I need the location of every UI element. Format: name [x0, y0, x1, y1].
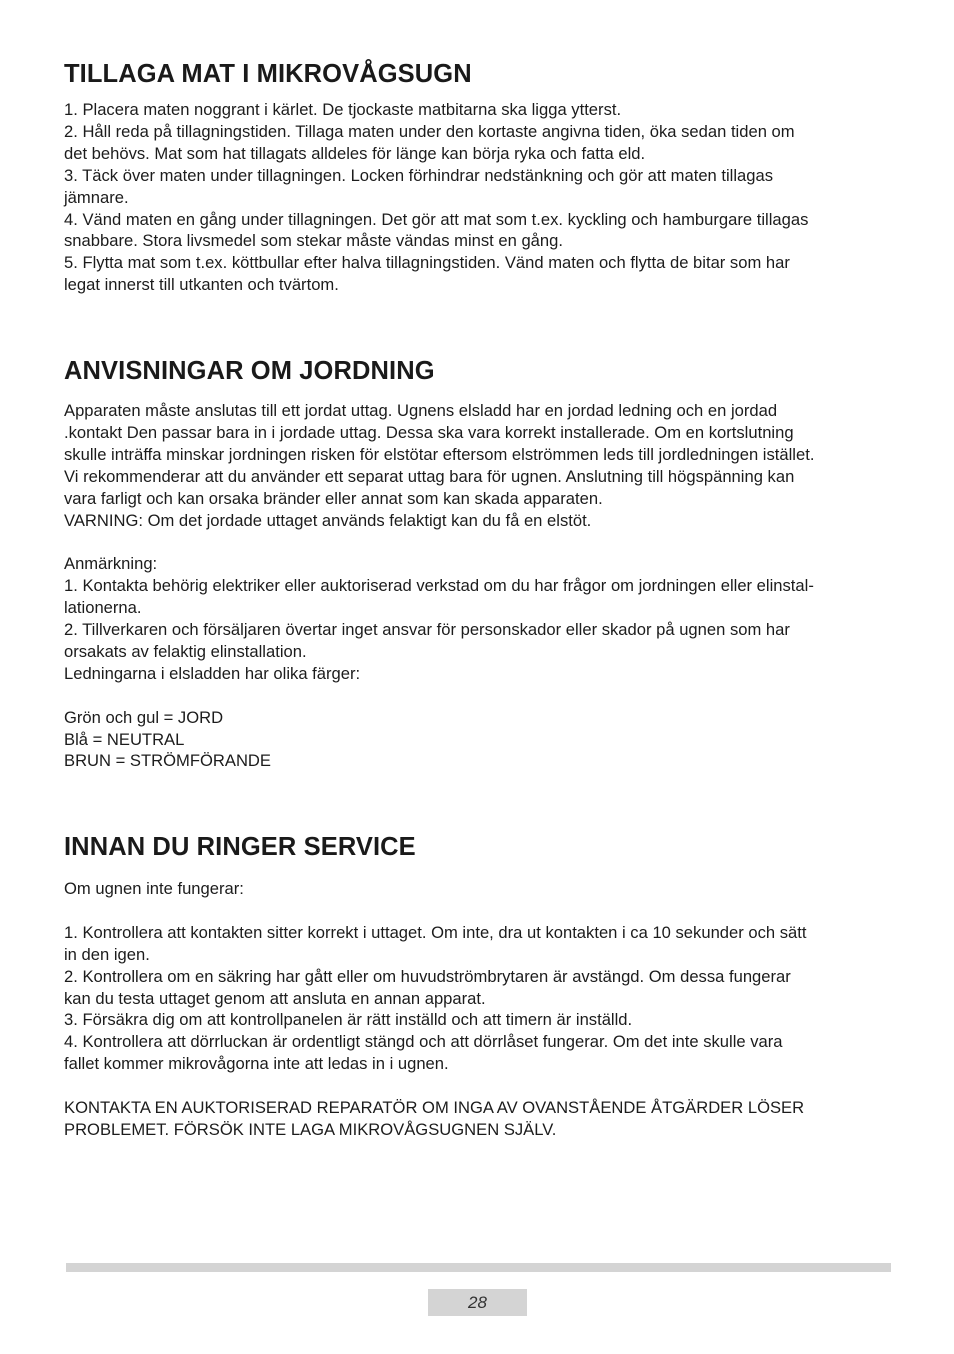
page-number: 28 — [428, 1289, 527, 1316]
text-line: 2. Håll reda på tillagningstiden. Tillaga maten under den kortaste angivna tiden, öka sedan tiden om — [64, 121, 795, 141]
text-line: 1. Kontrollera att kontakten sitter korrekt i uttaget. Om inte, dra ut kontakten i ca 10 sekunder och sätt — [64, 922, 807, 942]
text-line: skulle inträffa minskar jordningen risken för elstötar eftersom elströmmen leds till jordledningen istället. — [64, 444, 815, 464]
wire-color-earth: Grön och gul = JORD — [64, 707, 224, 727]
text-line: lationerna. — [64, 598, 142, 618]
section-title-grounding: ANVISNINGAR OM JORDNING — [64, 357, 435, 385]
section-title-cooking: TILLAGA MAT I MIKROVÅGSUGN — [64, 60, 472, 88]
text-line: orsakats av felaktig elinstallation. — [64, 641, 307, 661]
warning-line: VARNING: Om det jordade uttaget används felaktigt kan du få en elstöt. — [64, 510, 592, 530]
cooking-instructions — [64, 99, 894, 296]
text-line: 3. Täck över maten under tillagningen. Locken förhindrar nedstänkning och gör att maten tillagas — [64, 165, 774, 185]
text-line: .kontakt Den passar bara in i jordade uttag. Dessa ska vara korrekt installerade. Om en kortslutning — [64, 422, 794, 442]
text-line: 1. Kontakta behörig elektriker eller auktoriserad verkstad om du har frågor om jordningen eller elinstal- — [64, 576, 814, 596]
footer-divider — [66, 1263, 891, 1272]
text-line: kan du testa uttaget genom att ansluta en annan apparat. — [64, 988, 486, 1008]
text-line: vara farligt och kan orsaka bränder eller annat som kan skada apparaten. — [64, 488, 603, 508]
text-line: 1. Placera maten noggrant i kärlet. De tjockaste matbitarna ska ligga ytterst. — [64, 100, 622, 119]
wire-color-neutral: Blå = NEUTRAL — [64, 729, 185, 749]
text-line: 5. Flytta mat som t.ex. köttbullar efter halva tillagningstiden. Vänd maten och flytta de bitar som har — [64, 253, 790, 273]
text-line: 4. Kontrollera att dörrluckan är ordentligt stängd och att dörrlåset fungerar. Om det inte skulle vara — [64, 1032, 783, 1052]
text-line: snabbare. Stora livsmedel som stekar måste vändas minst en gång. — [64, 231, 563, 251]
text-line: KONTAKTA EN AUKTORISERAD REPARATÖR OM INGA AV OVANSTÅENDE ÅTGÄRDER LÖSER — [64, 1098, 805, 1118]
service-instructions — [64, 878, 894, 1141]
text-line: 3. Försäkra dig om att kontrollpanelen är rätt inställd och att timern är inställd. — [64, 1010, 633, 1030]
text-line: jämnare. — [64, 187, 129, 207]
text-line: Vi rekommenderar att du använder ett separat uttag bara för ugnen. Anslutning till högspänning kan — [64, 466, 795, 486]
text-line: Apparaten måste anslutas till ett jordat uttag. Ugnens elsladd har en jordad ledning och en jordad — [64, 401, 778, 420]
text-line: Om ugnen inte fungerar: — [64, 879, 244, 898]
text-line: in den igen. — [64, 944, 150, 964]
text-line: det behövs. Mat som hat tillagats alldeles för länge kan börja ryka och fatta eld. — [64, 143, 646, 163]
wire-color-live: BRUN = STRÖMFÖRANDE — [64, 751, 271, 771]
text-line: 2. Kontrollera om en säkring har gått eller om huvudströmbrytaren är avstängd. Om dessa fungerar — [64, 966, 791, 986]
text-line: 4. Vänd maten en gång under tillagningen. Det gör att mat som t.ex. kyckling och hamburgare tillagas — [64, 209, 809, 229]
text-line: Ledningarna i elsladden har olika färger: — [64, 663, 361, 683]
text-line: 2. Tillverkaren och försäljaren övertar inget ansvar för personskador eller skador på ugnen som har — [64, 620, 790, 640]
grounding-instructions — [64, 400, 894, 772]
section-title-service: INNAN DU RINGER SERVICE — [64, 833, 416, 861]
note-heading: Anmärkning: — [64, 554, 158, 574]
text-line: fallet kommer mikrovågorna inte att ledas in i ugnen. — [64, 1054, 449, 1074]
text-line: legat innerst till utkanten och tvärtom. — [64, 275, 339, 295]
text-line: PROBLEMET. FÖRSÖK INTE LAGA MIKROVÅGSUGNEN SJÄLV. — [64, 1119, 557, 1139]
